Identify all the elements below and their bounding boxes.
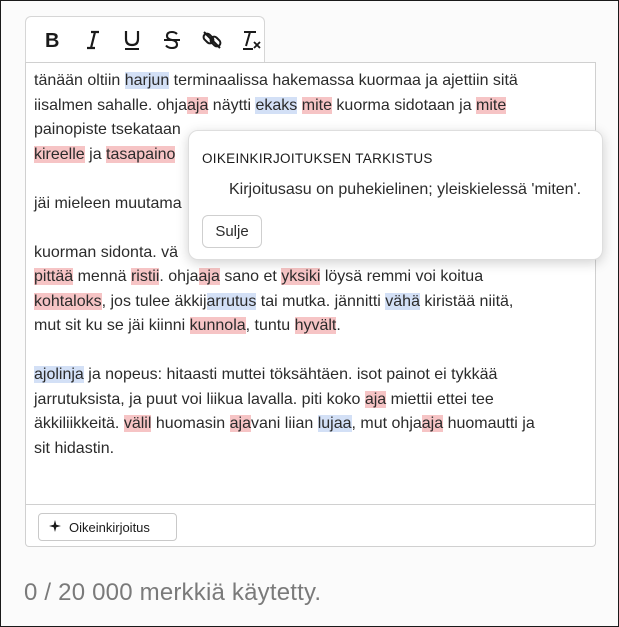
flagged-word[interactable]: lujaa	[317, 415, 352, 432]
flagged-word[interactable]: aja	[198, 268, 220, 285]
close-popup-button[interactable]: Sulje	[202, 215, 262, 248]
text-editor[interactable]	[25, 62, 596, 505]
strikethrough-icon[interactable]	[159, 27, 185, 53]
text: .	[336, 317, 341, 334]
editor-footer	[25, 505, 596, 547]
spellcheck-button[interactable]	[38, 513, 177, 541]
flagged-word[interactable]: aja	[364, 390, 387, 408]
flagged-word[interactable]: välil	[123, 415, 152, 432]
clear-formatting-icon[interactable]	[238, 27, 264, 53]
character-counter: 0 / 20 000 merkkiä käytetty.	[24, 579, 322, 606]
text: , tuntu	[245, 317, 295, 334]
flagged-word[interactable]: vähä	[385, 292, 420, 310]
text: ja	[84, 145, 107, 163]
spellcheck-popup	[188, 130, 603, 260]
flagged-word[interactable]: kohtaloks	[34, 292, 102, 310]
text: ja nopeus: hitaasti muttei töksähtäen. isot painot ei tykkää	[83, 366, 498, 383]
editor-content[interactable]	[34, 69, 586, 461]
text: mennä	[73, 268, 131, 285]
link-icon[interactable]	[199, 27, 225, 53]
text: vani liian	[251, 415, 318, 432]
text: mut sit ku se jäi kiinni	[34, 317, 190, 334]
formatting-toolbar	[25, 16, 265, 62]
text: sit hidastin.	[34, 439, 115, 457]
text: painopiste tsekataan	[34, 121, 181, 138]
flagged-word[interactable]: mite	[476, 96, 507, 114]
flagged-word[interactable]: ristii	[130, 268, 160, 285]
text: kuorma sidotaan ja	[331, 96, 477, 114]
bold-icon[interactable]	[40, 27, 66, 53]
flagged-word[interactable]: tasapaino	[106, 145, 176, 163]
popup-title: OIKEINKIRJOITUKSEN TARKISTUS	[202, 151, 433, 166]
text: kuorman sidonta. vä	[34, 243, 179, 261]
text: , mut ohja	[351, 415, 422, 432]
text: näytti	[208, 96, 256, 114]
flagged-word[interactable]: hyvält	[294, 317, 337, 334]
text: tai mutka. jännitti	[256, 292, 386, 310]
paragraph	[34, 363, 586, 461]
text: , jos tulee äkkij	[101, 292, 207, 310]
text: iisalmen sahalle. ohja	[34, 96, 187, 114]
flagged-word[interactable]: aja	[186, 96, 209, 114]
flagged-word[interactable]: aja	[229, 415, 251, 432]
sparkle-icon	[49, 520, 61, 535]
flagged-word[interactable]: aja	[421, 415, 444, 432]
text: jarrutuksista, ja puut voi liikua lavalla. piti koko	[34, 390, 365, 408]
popup-message: Kirjoitusasu on puhekielinen; yleiskielessä 'miten'.	[229, 181, 582, 198]
text: sano et	[219, 268, 282, 285]
text: terminaalissa hakemassa kuormaa ja ajettiin sitä	[169, 72, 518, 89]
flagged-word[interactable]: ajolinja	[34, 366, 84, 383]
italic-icon[interactable]	[80, 27, 106, 53]
underline-icon[interactable]	[119, 27, 145, 53]
text: . ohja	[159, 268, 199, 285]
text: miettii ettei tee	[386, 390, 494, 408]
text: huomasin	[151, 415, 230, 432]
flagged-word[interactable]: harjun	[124, 72, 170, 89]
flagged-word[interactable]: mite	[301, 96, 332, 114]
text: löysä remmi voi koitua	[320, 268, 484, 285]
spellcheck-button-label: Oikeinkirjoitus	[69, 519, 150, 535]
text: huomautti ja	[443, 415, 535, 432]
flagged-word[interactable]: kunnola	[189, 317, 246, 334]
flagged-word[interactable]: ekaks	[255, 96, 298, 114]
flagged-word[interactable]: pittää	[34, 268, 74, 285]
text: jäi mieleen muutama	[34, 194, 182, 212]
text: tänään oltiin	[34, 72, 125, 89]
svg-text:B: B	[44, 29, 60, 50]
text: äkkiliikkeitä.	[34, 415, 124, 432]
flagged-word[interactable]: kireelle	[34, 145, 85, 163]
flagged-word[interactable]: arrutus	[206, 292, 257, 310]
flagged-word[interactable]: yksiki	[281, 268, 321, 285]
text: kiristää niitä,	[419, 292, 514, 310]
